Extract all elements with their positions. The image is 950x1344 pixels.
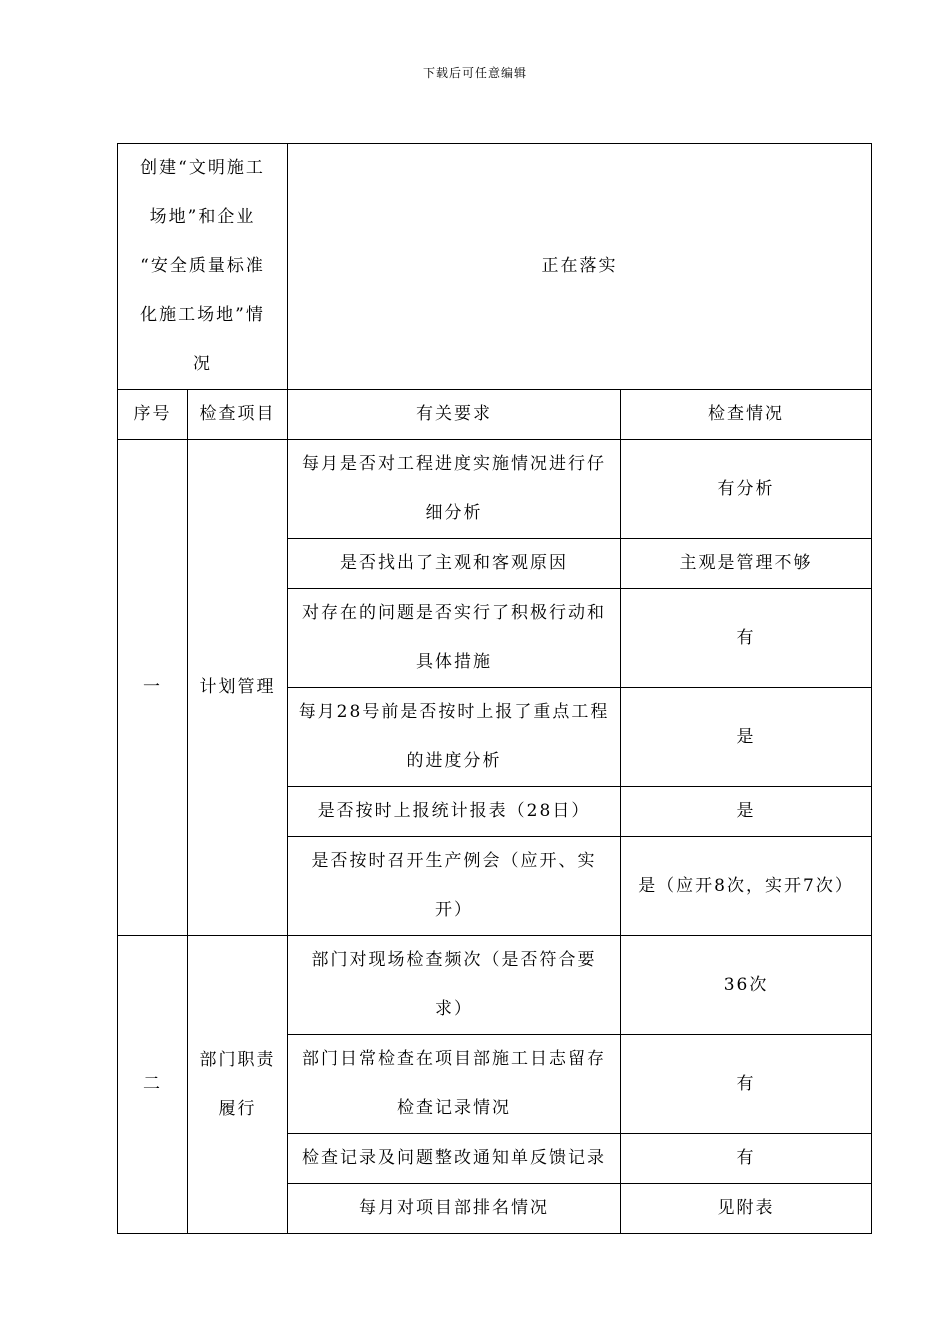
header-row: [118, 390, 872, 440]
table-row: [118, 440, 872, 539]
inspection-table: [117, 143, 872, 1234]
status-cell: 是: [621, 688, 872, 787]
civilized-site-label: 创建“文明施工 场地”和企业 “安全质量标准 化施工场地”情 况: [118, 144, 288, 390]
requirement-cell: 部门对现场检查频次（是否符合要 求）: [288, 936, 621, 1035]
group-item: 部门职责 履行: [188, 936, 288, 1234]
col-header-status: 检查情况: [621, 390, 872, 440]
group-item: 计划管理: [188, 440, 288, 936]
requirement-cell: 每月对项目部排名情况: [288, 1184, 621, 1234]
civilized-site-value: 正在落实: [288, 144, 872, 390]
requirement-cell: 部门日常检查在项目部施工日志留存 检查记录情况: [288, 1035, 621, 1134]
requirement-cell: 是否按时召开生产例会（应开、实 开）: [288, 837, 621, 936]
requirement-cell: 检查记录及问题整改通知单反馈记录: [288, 1134, 621, 1184]
table-row: [118, 936, 872, 1035]
status-cell: 是（应开8次，实开7次）: [621, 837, 872, 936]
status-cell: 有: [621, 1035, 872, 1134]
status-cell: 有: [621, 589, 872, 688]
status-cell: 有分析: [621, 440, 872, 539]
requirement-cell: 每月是否对工程进度实施情况进行仔 细分析: [288, 440, 621, 539]
page-header: 下载后可任意编辑: [422, 66, 527, 80]
requirement-cell: 是否按时上报统计报表（28日）: [288, 787, 621, 837]
group-seq: 二: [118, 936, 188, 1234]
col-header-seq: 序号: [118, 390, 188, 440]
requirement-cell: 每月28号前是否按时上报了重点工程 的进度分析: [288, 688, 621, 787]
top-row: [118, 144, 872, 390]
requirement-cell: 是否找出了主观和客观原因: [288, 539, 621, 589]
status-cell: 是: [621, 787, 872, 837]
status-cell: 有: [621, 1134, 872, 1184]
status-cell: 36次: [621, 936, 872, 1035]
status-cell: 见附表: [621, 1184, 872, 1234]
status-cell: 主观是管理不够: [621, 539, 872, 589]
group-seq: 一: [118, 440, 188, 936]
col-header-requirement: 有关要求: [288, 390, 621, 440]
requirement-cell: 对存在的问题是否实行了积极行动和 具体措施: [288, 589, 621, 688]
col-header-item: 检查项目: [188, 390, 288, 440]
